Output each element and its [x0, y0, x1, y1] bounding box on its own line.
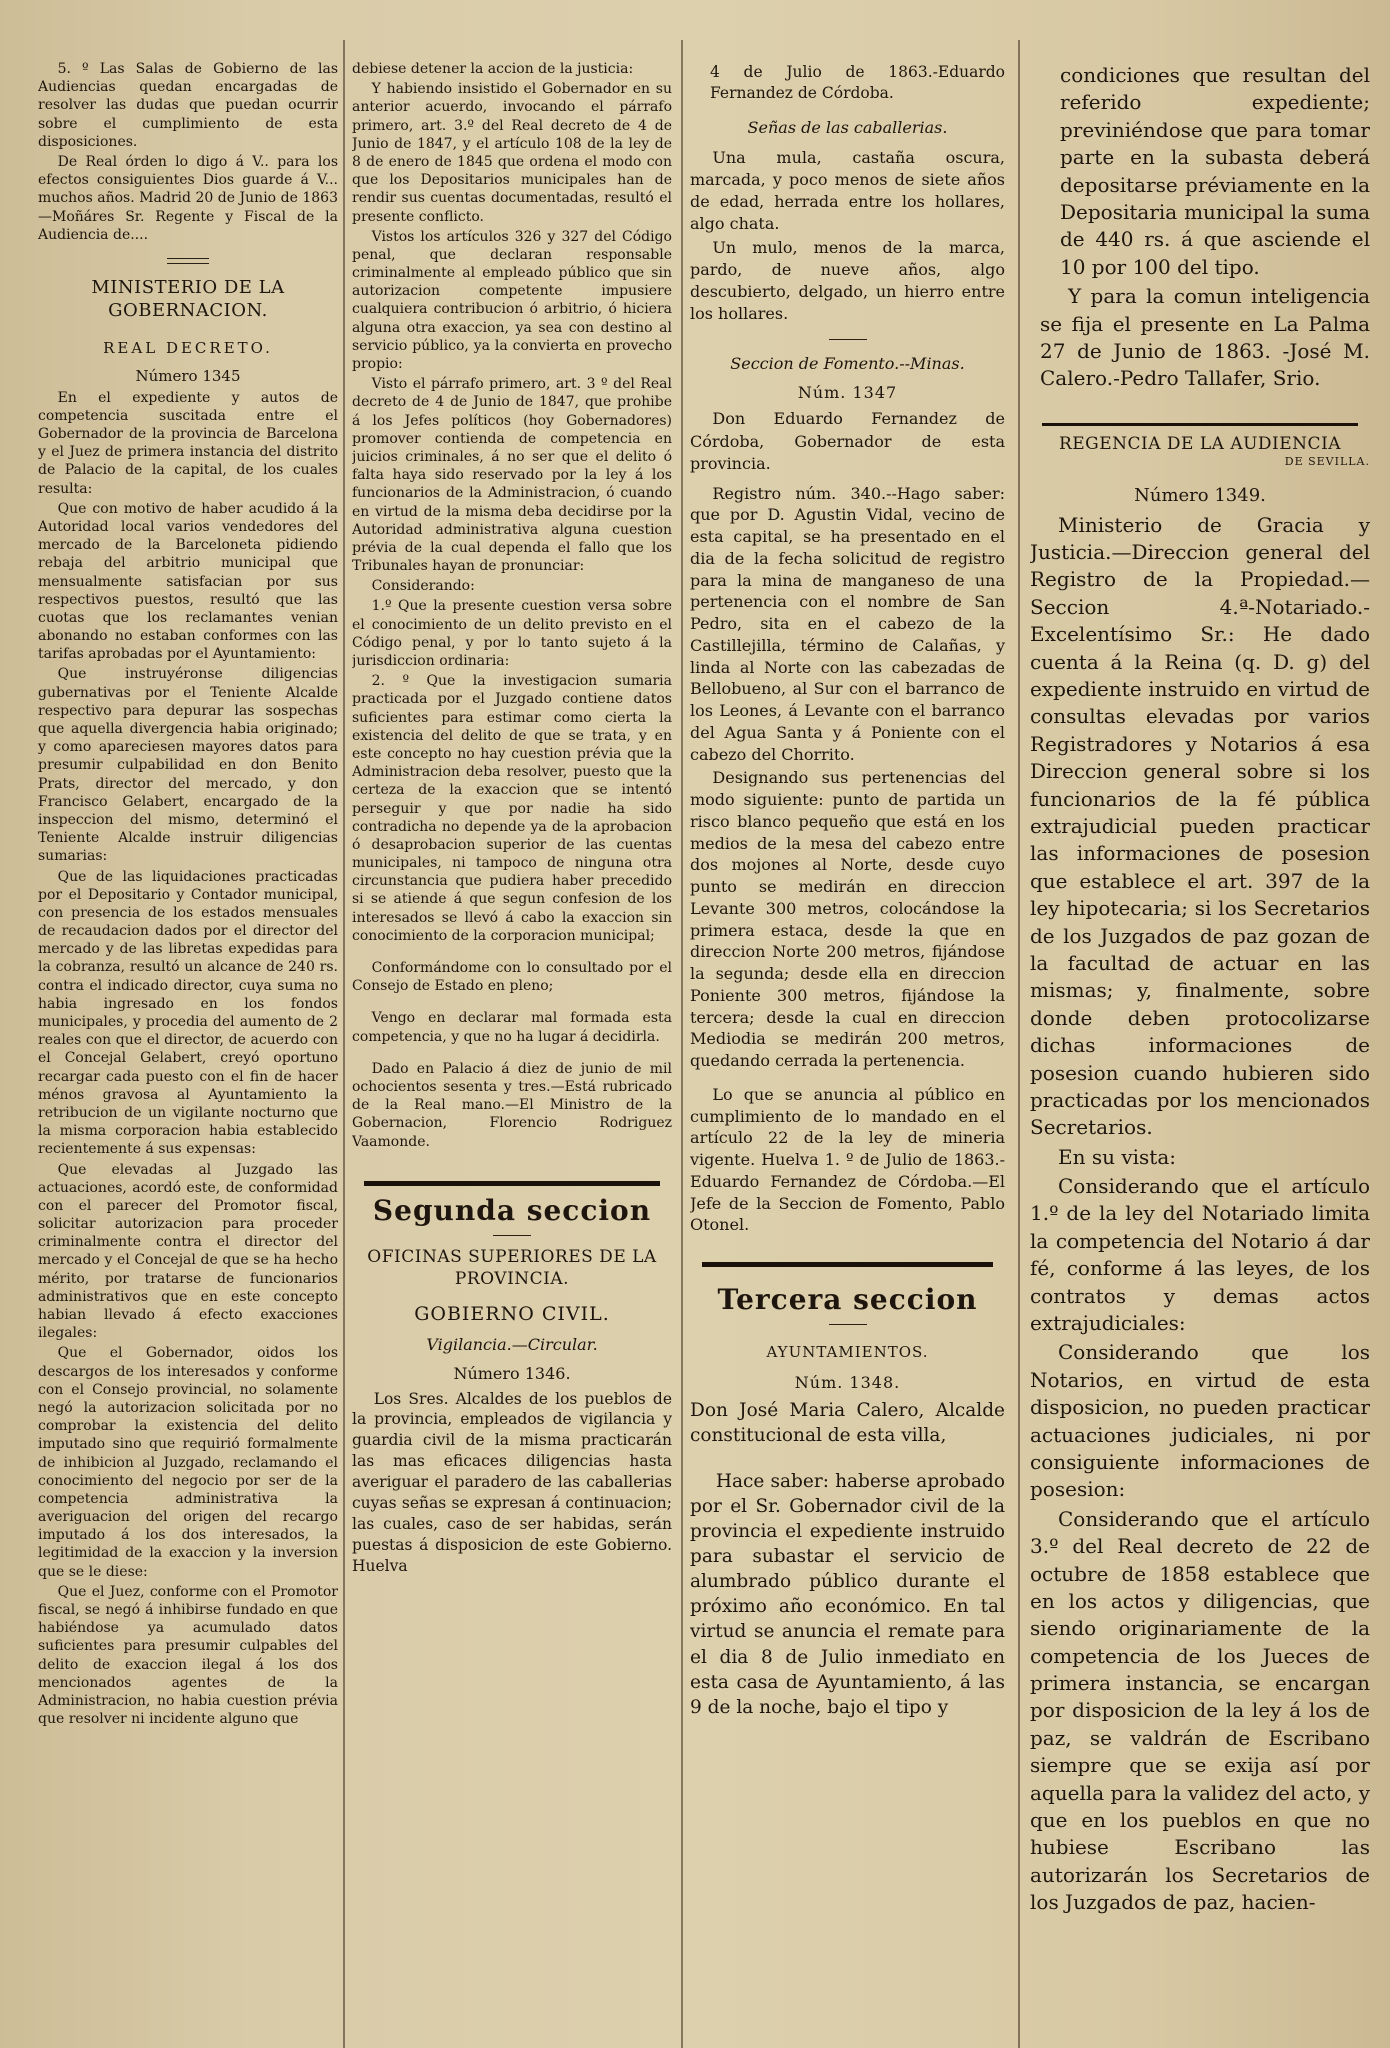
fomento-paragraph: Lo que se anuncia al público en cumplimiento de lo mandado en el artículo 22 de la ley de mineria vigente. Huelva 1. º de Julio de 1863.-Eduardo Fernandez de Córdoba.—El Jefe de la Seccion de Fomento, Pablo Otonel. — [690, 1084, 1005, 1235]
fomento-number: Núm. 1347 — [797, 383, 898, 403]
vigilancia-subtitle: Vigilancia.—Circular. — [426, 1334, 598, 1354]
decree-paragraph: Que instruyéronse diligencias gubernativas por el Teniente Alcalde respectivo para depurar las sospechas que aquella divergencia habia originado; y como apareciesen mayores datos para presumir culpabilidad en don Benito Prats, director del mercado, y don Francisco Gelabert, encargado de la inspeccion del mismo, determinó el Teniente Alcalde instruir diligencias sumarias: — [38, 666, 338, 865]
ayuntamientos-head: Don José Maria Calero, Alcalde constitucional de esta villa, — [690, 1400, 1005, 1447]
decree-title: REAL DECRETO. — [103, 338, 273, 357]
decree-paragraph: Vengo en declarar mal formada esta competencia, y que no ha lugar á decidirla. — [352, 1010, 672, 1045]
fomento-paragraph: Designando sus pertenencias del modo siguiente: punto de partida un risco blanco pequeño que está en los medios de la mesa del cabezo entre dos mojones al Norte, desde cuyo punto se medirán en direccion Levante 300 metros, colocándose la primera estaca, desde la que en direccion Norte 200 metros, fijándose la segunda; desde ella en direccion Poniente 300 metros, fijándose la tercera; desde la cual en direccion Mediodia se medirán 200 metros, quedando cerrada la pertenencia. — [690, 768, 1005, 1071]
decree-paragraph: Que con motivo de haber acudido á la Autoridad local varios vendedores del mercado de la Barceloneta pidiendo rebaja del arbitrio municipal que mensualmente satisfacian por sus respectivos puestos, resultó que las cuotas que los reclamantes venian abonando no estaban conformes con las tarifas aprobadas por el Ayuntamiento: — [38, 500, 338, 663]
regencia-paragraph: Considerando que el artículo 1.º de la ley del Notariado limita la competencia del Notario á dar fé, conforme á las leyes, de los contratos y demas actos extrajudiciales: — [1030, 1174, 1370, 1336]
regencia-title-text: REGENCIA DE LA AUDIENCIA — [1058, 433, 1342, 454]
regencia-paragraph: En su vista: — [1058, 1144, 1176, 1169]
ayuntamientos-title: AYUNTAMIENTOS. — [766, 1343, 929, 1362]
decree-paragraph: Que elevadas al Juzgado las actuaciones, acordó este, de conformidad con el parecer del Promotor fiscal, solicitar autorizacion para proceder criminalmente contra el director del mercado y el Concejal de que se ha hecho mérito, por tratarse de funcionarios administrativos que en este concepto habian llevado á efecto exacciones ilegales: — [38, 1161, 338, 1342]
column-rule — [343, 40, 345, 2048]
decree-paragraph: debiese detener la accion de la justicia: — [352, 61, 634, 77]
circular-paragraph: Los Sres. Alcaldes de los pueblos de la provincia, empleados de vigilancia y guardia civil de la misma practicarán las mas eficaces diligencias hasta averiguar el paradero de las caballerias cuyas señas se expresan á continuacion; las cuales, caso de ser habidas, serán puestas á disposicion de este Gobierno. Huelva — [352, 1389, 672, 1575]
intro-paragraph: 5. º Las Salas de Gobierno de las Audiencias quedan encargadas de resolver las dudas que puedan ocurrir sobre el cumplimiento de esta disposiciones. — [38, 61, 338, 150]
section-rule — [702, 1262, 993, 1267]
decree-paragraph: Visto el párrafo primero, art. 3 º del Real decreto de 4 de Junio de 1847, que prohibe á los Jefes políticos (hoy Gobernadores) promover contienda de competencia en juicios criminales, á no ser que el delito ó falta haya sido reservado por la ley á los funcionarios de la Administracion, ó cuando en virtud de la misma deba decidirse por la Autoridad administrativa alguna cuestion prévia de la cual dependa el fallo que los Tribunales hayan de pronunciar: — [352, 376, 672, 575]
short-rule — [829, 339, 867, 340]
decree-paragraph: Y habiendo insistido el Gobernador en su anterior acuerdo, invocando el párrafo primero, art. 3.º del Real decreto de 4 de Junio de 1847, y el artículo 108 de la ley de 8 de enero de 1845 que ordena el modo con que los Depositarios municipales han de rendir sus cuentas documentadas, resultó el presente conflicto. — [352, 81, 672, 225]
ayuntamientos-continued: condiciones que resultan del referido expediente; previniéndose que para tomar parte en la subasta deberá depositarse préviamente en la Depositaria municipal la suma de 440 rs. á que asciende el 10 por 100 del tipo. — [1060, 63, 1370, 279]
decree-paragraph: Que el Gobernador, oidos los descargos de los interesados y conforme con el Consejo provincial, no solamente negó la autorizacion solicitada por no comprobar la existencia del delito imputado sino que requirió formalmente de inhibicion al Juzgado, reclamando el conocimiento del negocio por ser de la competencia administrativa la averiguacion del origen del recargo imputado á los dos interesados, la legitimidad de la exaccion y la inversion que se le diese: — [38, 1345, 338, 1580]
column-1 — [38, 60, 338, 2048]
offices-title: OFICINAS SUPERIORES DE LA PROVINCIA. — [367, 1246, 657, 1289]
second-section-title: Segunda seccion — [372, 1193, 652, 1227]
regencia-paragraph: Considerando que los Notarios, en virtud de esta disposicion, no pueden practicar actuaciones judiciales, ni por consiguiente informaciones de posesion: — [1030, 1340, 1370, 1502]
column-3 — [690, 62, 1005, 2048]
column-rule — [681, 40, 683, 2048]
column-4 — [1030, 62, 1370, 2048]
regencia-paragraph: Considerando que el artículo 3.º del Real decreto de 22 de octubre de 1858 establece que en los actos y diligencias, que siendo originariamente de la competencia de los Jueces de primera instancia, se encargan por disposicion de la ley á los de paz, se valdrán de Escribano siempre que se exija así por aquella para la validez del acto, y que en los pueblos en que no hubiese Escribano las autorizarán los Secretarios de los Juzgados de paz, hacien- — [1030, 1506, 1370, 1915]
decree-paragraph: Considerando: — [371, 578, 475, 595]
gobierno-civil-title: GOBIERNO CIVIL. — [414, 1302, 610, 1325]
ministry-title: MINISTERIO DE LA GOBERNACION. — [91, 276, 285, 322]
circular-number: Número 1346. — [453, 1363, 571, 1383]
column-rule — [1018, 40, 1020, 2048]
decree-paragraph: Conformándome con lo consultado por el Consejo de Estado en pleno; — [352, 960, 672, 995]
intro-paragraph: De Real órden lo digo á V.. para los efectos consiguientes Dios guarde á V... muchos años. Madrid 20 de Junio de 1863 —Moñáres Sr. Regente y Fiscal de la Audiencia de.... — [38, 153, 338, 243]
short-rule — [829, 1324, 867, 1325]
decree-paragraph: Que de las liquidaciones practicadas por el Depositario y Contador municipal, con presencia de los estados mensuales de recaudacion dados por el director del mercado y de las libretas expedidas para la cobranza, resultó un alcance de 240 rs. contra el indicado director, cuya suma no habia ingresado en los fondos municipales, y procedia del aumento de 2 reales con que el director, de acuerdo con el Concejal Gelabert, creyó oportuno recargar cada puesto con el fin de hacer ménos gravosa al Ayuntamiento la retribucion de un vigilante nocturno que la misma corporacion habia establecido recientemente á sus expensas: — [38, 868, 338, 1158]
regencia-title — [1030, 434, 1370, 469]
decree-paragraph: Vistos los artículos 326 y 327 del Código penal, que declaran responsable criminalmente al empleado público que sin autorizacion competente impusiere cualquiera contribucion ó arbitrio, ó hiciera alguna otra exaccion, ya sea con destino al servicio público, ya la convierta en provecho propio: — [352, 228, 672, 372]
decree-number: Número 1345 — [135, 366, 241, 385]
double-rule — [167, 258, 209, 264]
regencia-paragraph: Ministerio de Gracia y Justicia.—Direccion general del Registro de la Propiedad.—Seccion 4.ª-Notariado.-Excelentísimo Sr.: He dado cuenta á la Reina (q. D. g) del expediente instruido en virtud de consultas elevadas por varios Registradores y Notarios á esa Direccion general sobre si los funcionarios de la fé pública extrajudicial pueden practicar las informaciones de posesion que establece el art. 397 de la ley hipotecaria; si los Secretarios de los Juzgados de paz gozan de la facultad de actuar en las mismas; y, finalmente, sobre donde deben protocolizarse dichas informaciones de posesion cuando hubieren sido practicadas por los mencionados Secretarios. — [1030, 512, 1370, 1140]
fomento-paragraph: Registro núm. 340.--Hago saber: que por D. Agustin Vidal, vecino de esta capital, se ha presentado en el dia de la fecha solicitud de registro para la mina de manganeso de una pertenencia con el nombre de San Pedro, sita en el cabezo de la Castillejilla, término de Calañas, y linda al Norte con las cabezadas de Bellobueno, al Sur con el barranco de los Leones, á Levante con el barranco del Agua Santa y á Poniente con el cabezo del Chorrito. — [690, 483, 1005, 764]
fomento-title: Seccion de Fomento.--Minas. — [730, 354, 965, 374]
third-section-title: Tercera seccion — [717, 1283, 978, 1317]
decree-paragraph: En el expediente y autos de competencia suscitada entre el Gobernador de la provincia de Barcelona y el Juez de primera instancia del distrito de Palacio de la capital, de los cuales resulta: — [38, 389, 338, 497]
ayuntamientos-paragraph: Hace saber: haberse aprobado por el Sr. Gobernador civil de la provincia el expediente instruido para subastar el servicio de alumbrado público durante el próximo año económico. En tal virtud se anuncia el remate para el dia 8 de Julio inmediato en esta casa de Ayuntamiento, á las 9 de la noche, bajo el tipo y — [690, 1470, 1005, 1718]
circular-date: 4 de Julio de 1863.-Eduardo Fernandez de Córdoba. — [710, 63, 1005, 102]
fomento-head: Don Eduardo Fernandez de Córdoba, Gobernador de esta provincia. — [690, 409, 1005, 473]
senas-item: Un mulo, menos de la marca, pardo, de nueve años, algo descubierto, delgado, un hierro entre los hollares. — [690, 238, 1005, 324]
regencia-subtitle: DE SEVILLA. — [1284, 454, 1370, 468]
section-rule — [364, 1181, 660, 1186]
decree-paragraph: Que el Juez, conforme con el Promotor fiscal, se negó á inhibirse fundado en que habiéndose ya acumulado datos suficientes para presumir culpables del delito de exaccion ilegal á los dos mencionados agentes de la Administracion, no habia cuestion prévia que resolver ni incidente alguno que — [38, 1583, 338, 1728]
ayuntamientos-number: Núm. 1348. — [794, 1373, 901, 1393]
senas-title: Señas de las caballerias. — [747, 117, 948, 137]
decree-paragraph: 2. º Que la investigacion sumaria practicada por el Juzgado contiene datos suficientes para estimar como cierta la existencia del delito de que se trata, y en este concepto no hay cuestion prévia que la Administracion deba resolver, puesto que la certeza de la exaccion que se intentó perseguir y que por nadie ha sido contradicha no depende ya de la aprobacion ó desaprobacion superior de las cuentas municipales, ni tampoco de ninguna otra circunstancia que pudiera haber precedido si se atiende á que segun confesion de los interesados se llevó á cabo la exaccion sin conocimiento de la corporacion municipal; — [352, 673, 672, 944]
decree-signature: Dado en Palacio á diez de junio de mil ochocientos sesenta y tres.—Está rubricado de la Real mano.—El Ministro de la Gobernacion, Florencio Rodriguez Vaamonde. — [352, 1060, 672, 1150]
senas-item: Una mula, castaña oscura, marcada, y poco menos de siete años de edad, herrada entre los hollares, algo chata. — [690, 147, 1005, 234]
short-rule — [493, 1235, 531, 1236]
section-rule — [1042, 423, 1358, 426]
regencia-number: Número 1349. — [1134, 484, 1266, 506]
column-2 — [352, 60, 672, 2048]
ayuntamientos-body — [690, 1398, 1005, 1720]
decree-paragraph: 1.º Que la presente cuestion versa sobre el conocimiento de un delito previsto en el Código penal, y por lo tanto sujeto á la jurisdiccion ordinaria: — [352, 598, 672, 669]
ayuntamientos-closing: Y para la comun inteligencia se fija el presente en La Palma 27 de Junio de 1863. -José M. Calero.-Pedro Tallafer, Srio. — [1040, 284, 1370, 391]
